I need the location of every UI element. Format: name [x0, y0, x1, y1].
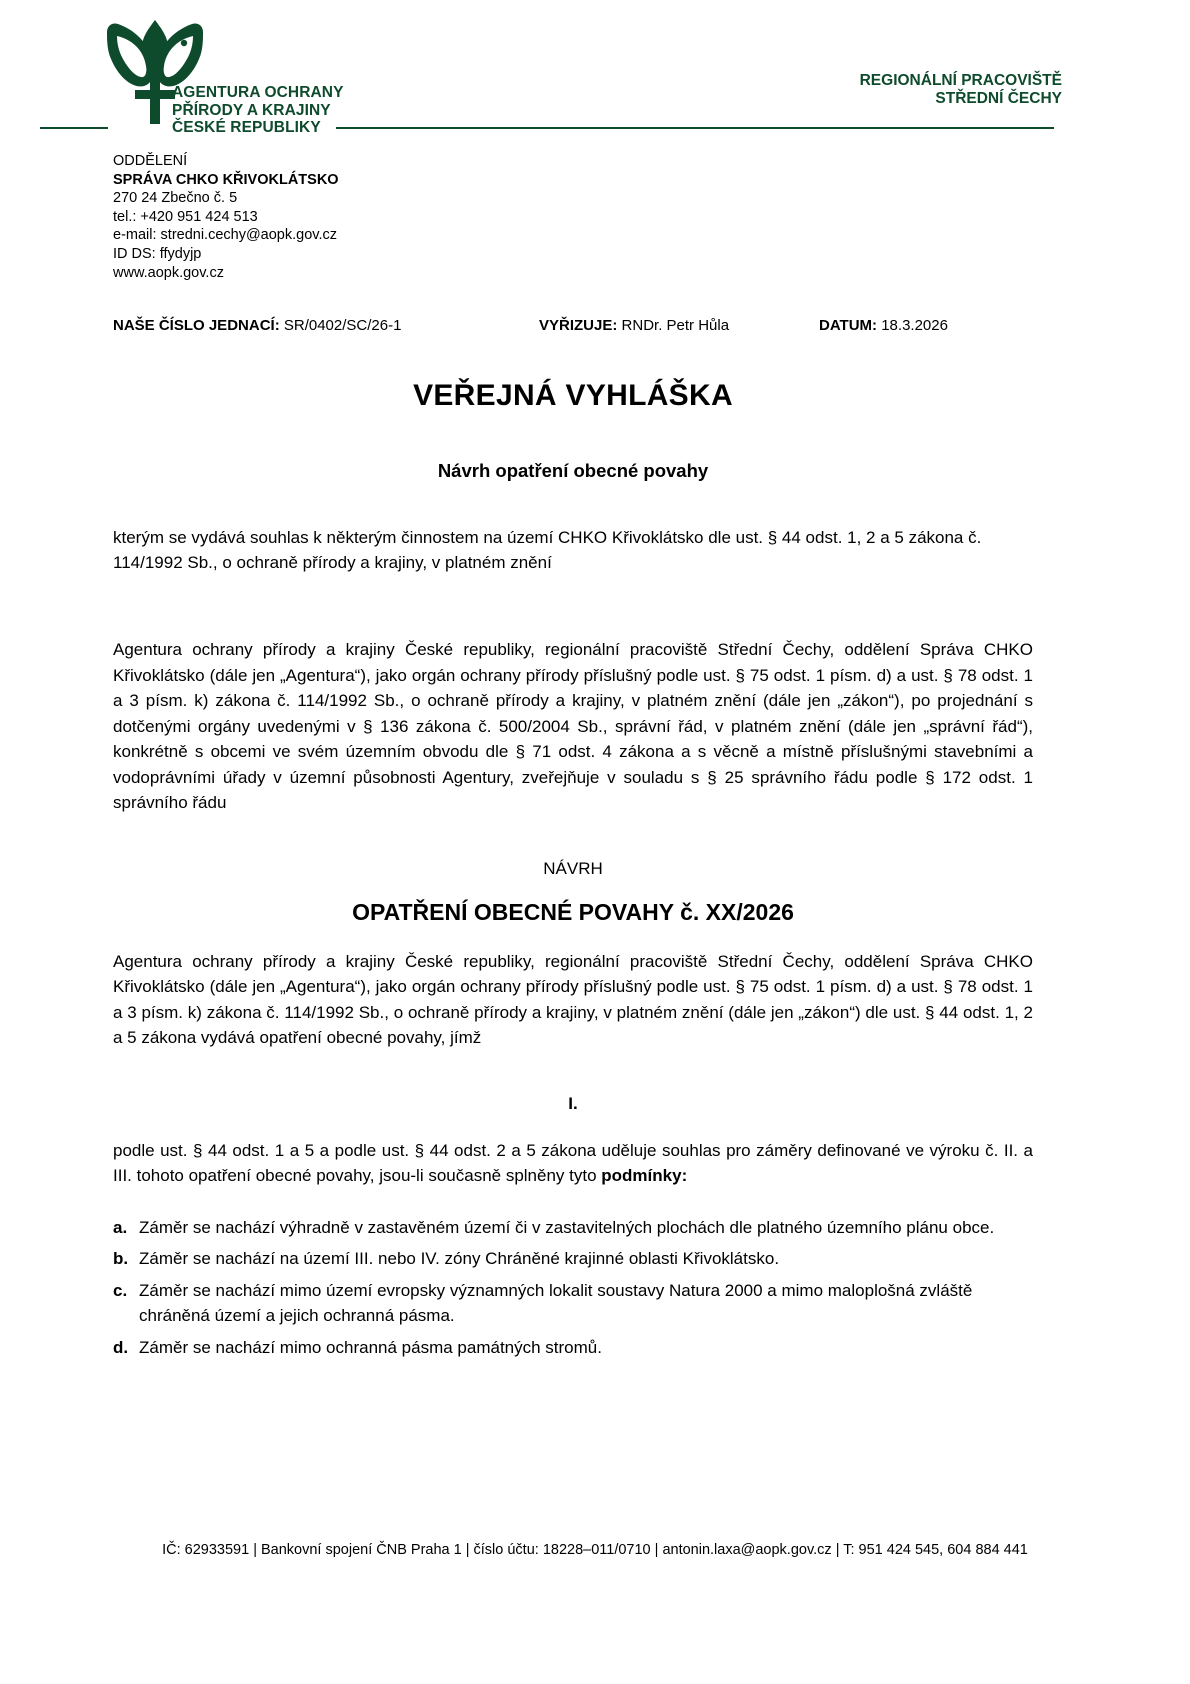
- office-address: 270 24 Zbečno č. 5: [113, 190, 238, 207]
- contact-block: [113, 152, 339, 282]
- org-line-3: ČESKÉ REPUBLIKY: [172, 119, 321, 136]
- navrh-label: NÁVRH: [543, 858, 603, 878]
- reference-row: [113, 317, 1033, 339]
- org-line-2: PŘÍRODY A KRAJINY: [172, 101, 331, 119]
- spacer-4: [113, 1051, 1033, 1091]
- page-title: VEŘEJNÁ VYHLÁŠKA: [413, 379, 733, 412]
- file-number-cell: [113, 317, 401, 334]
- spacer-5: [113, 1116, 1033, 1138]
- office-email: e-mail: stredni.cechy@aopk.gov.cz: [113, 227, 337, 244]
- date-label: DATUM:: [819, 317, 878, 334]
- list-item-marker: c.: [113, 1280, 128, 1300]
- handler-label: VYŘIZUJE:: [539, 317, 618, 334]
- org-line-1: AGENTURA OCHRANY: [172, 84, 344, 101]
- file-number-label: NAŠE ČÍSLO JEDNACÍ:: [113, 317, 280, 334]
- page-footer: IČ: 62933591 | Bankovní spojení ČNB Praha 1 | číslo účtu: 18228–011/0710 | antonin.laxa@aopk.gov.cz | T: 951 424 545, 604 884 441: [162, 1542, 1028, 1558]
- list-item: [113, 1335, 1033, 1361]
- date-value: 18.3.2026: [881, 317, 948, 334]
- spacer-2: [113, 816, 1033, 856]
- handler-cell: [539, 317, 729, 334]
- regional-line-1: REGIONÁLNÍ PRACOVIŠTĚ: [859, 72, 1062, 89]
- list-item: [113, 1278, 1033, 1329]
- office-databox-id: ID DS: ffydyjp: [113, 245, 202, 262]
- section-intro-paragraph: [113, 1138, 1033, 1189]
- date-cell: [819, 317, 948, 334]
- conditions-list: [113, 1215, 1033, 1361]
- office-phone: tel.: +420 951 424 513: [113, 208, 258, 225]
- department-label: ODDĚLENÍ: [113, 153, 188, 169]
- list-item-text: Záměr se nachází mimo území evropsky významných lokalit soustavy Natura 2000 a mimo maloplošná zvláště chráněná území a jejich ochranná pásma.: [139, 1280, 973, 1325]
- list-item: [113, 1215, 1033, 1241]
- list-item-text: Záměr se nachází mimo ochranná pásma památných stromů.: [139, 1337, 602, 1357]
- list-item-marker: a.: [113, 1217, 128, 1237]
- list-item-marker: b.: [113, 1249, 129, 1268]
- handler-value: RNDr. Petr Hůla: [621, 317, 730, 334]
- header-rule-right: [336, 127, 1054, 129]
- list-item-marker: d.: [113, 1337, 129, 1357]
- page-header: [0, 0, 1190, 150]
- office-name: SPRÁVA CHKO KŘIVOKLÁTSKO: [113, 171, 339, 188]
- section-intro-text: podle ust. § 44 odst. 1 a 5 a podle ust. § 44 odst. 2 a 5 zákona uděluje souhlas pro záměry definované ve výroku č. II. a III. tohoto opatření obecné povahy, jsou-li současně splněny tyto: [113, 1140, 1033, 1185]
- section-roman-numeral: I.: [568, 1093, 578, 1113]
- list-item: [113, 1246, 1033, 1272]
- section-intro-emphasis: podmínky:: [601, 1166, 688, 1185]
- list-item-text: Záměr se nachází výhradně v zastavěném území či v zastavitelných plochách dle platného územního plánu obce.: [139, 1217, 995, 1237]
- organization-name: [172, 84, 344, 137]
- measure-title: OPATŘENÍ OBECNÉ POVAHY č. XX/2026: [352, 898, 794, 925]
- file-number-value: SR/0402/SC/26-1: [283, 317, 402, 334]
- preamble-paragraph: Agentura ochrany přírody a krajiny České republiky, regionální pracoviště Střední Čechy, oddělení Správa CHKO Křivoklátsko (dále jen „Agentura“), jako orgán ochrany přírody příslušný podle ust. § 75 odst. 1 písm. d) a ust. § 78 odst. 1 a 3 písm. k) zákona č. 114/1992 Sb., o ochraně přírody a krajiny, v platném znění (dále jen „zákon“), po projednání s dotčenými orgány uvedenými v § 136 zákona č. 500/2004 Sb., správní řád, v platném znění (dále jen „správní řád“), konkrétně s obcemi ve svém územním obvodu dle § 71 odst. 4 zákona a s věcně a místně příslušnými stavebními a vodoprávními úřady v územní působnosti Agentury, zveřejňuje v souladu s § 25 správního řádu podle § 172 odst. 1 správního řádu: [113, 640, 1033, 812]
- document-body: [113, 378, 1033, 1366]
- measure-paragraph: Agentura ochrany přírody a krajiny České republiky, regionální pracoviště Střední Čechy, oddělení Správa CHKO Křivoklátsko (dále jen „Agentura“), jako orgán ochrany přírody příslušný podle ust. § 75 odst. 1 písm. d) a ust. § 78 odst. 1 a 3 písm. k) zákona č. 114/1992 Sb., o ochraně přírody a krajiny, v platném znění (dále jen „zákon“) dle ust. § 44 odst. 1, 2 a 5 zákona vydává opatření obecné povahy, jímž: [113, 951, 1033, 1047]
- spacer-3: [113, 927, 1033, 949]
- list-item-text: Záměr se nachází na území III. nebo IV. zóny Chráněné krajinné oblasti Křivoklátsko.: [139, 1249, 780, 1268]
- header-rule-left: [40, 127, 108, 129]
- organization-logo-block: [104, 14, 524, 139]
- regional-line-2: STŘEDNÍ ČECHY: [935, 90, 1062, 107]
- regional-office-heading: [860, 72, 1062, 108]
- lead-paragraph: kterým se vydává souhlas k některým činnostem na území CHKO Křivoklátsko dle ust. § 44 odst. 1, 2 a 5 zákona č. 114/1992 Sb., o ochraně přírody a krajiny, v platném znění: [113, 528, 982, 572]
- document-subtitle: Návrh opatření obecné povahy: [437, 460, 709, 481]
- spacer-1: [113, 575, 1033, 637]
- office-website: www.aopk.gov.cz: [113, 264, 224, 281]
